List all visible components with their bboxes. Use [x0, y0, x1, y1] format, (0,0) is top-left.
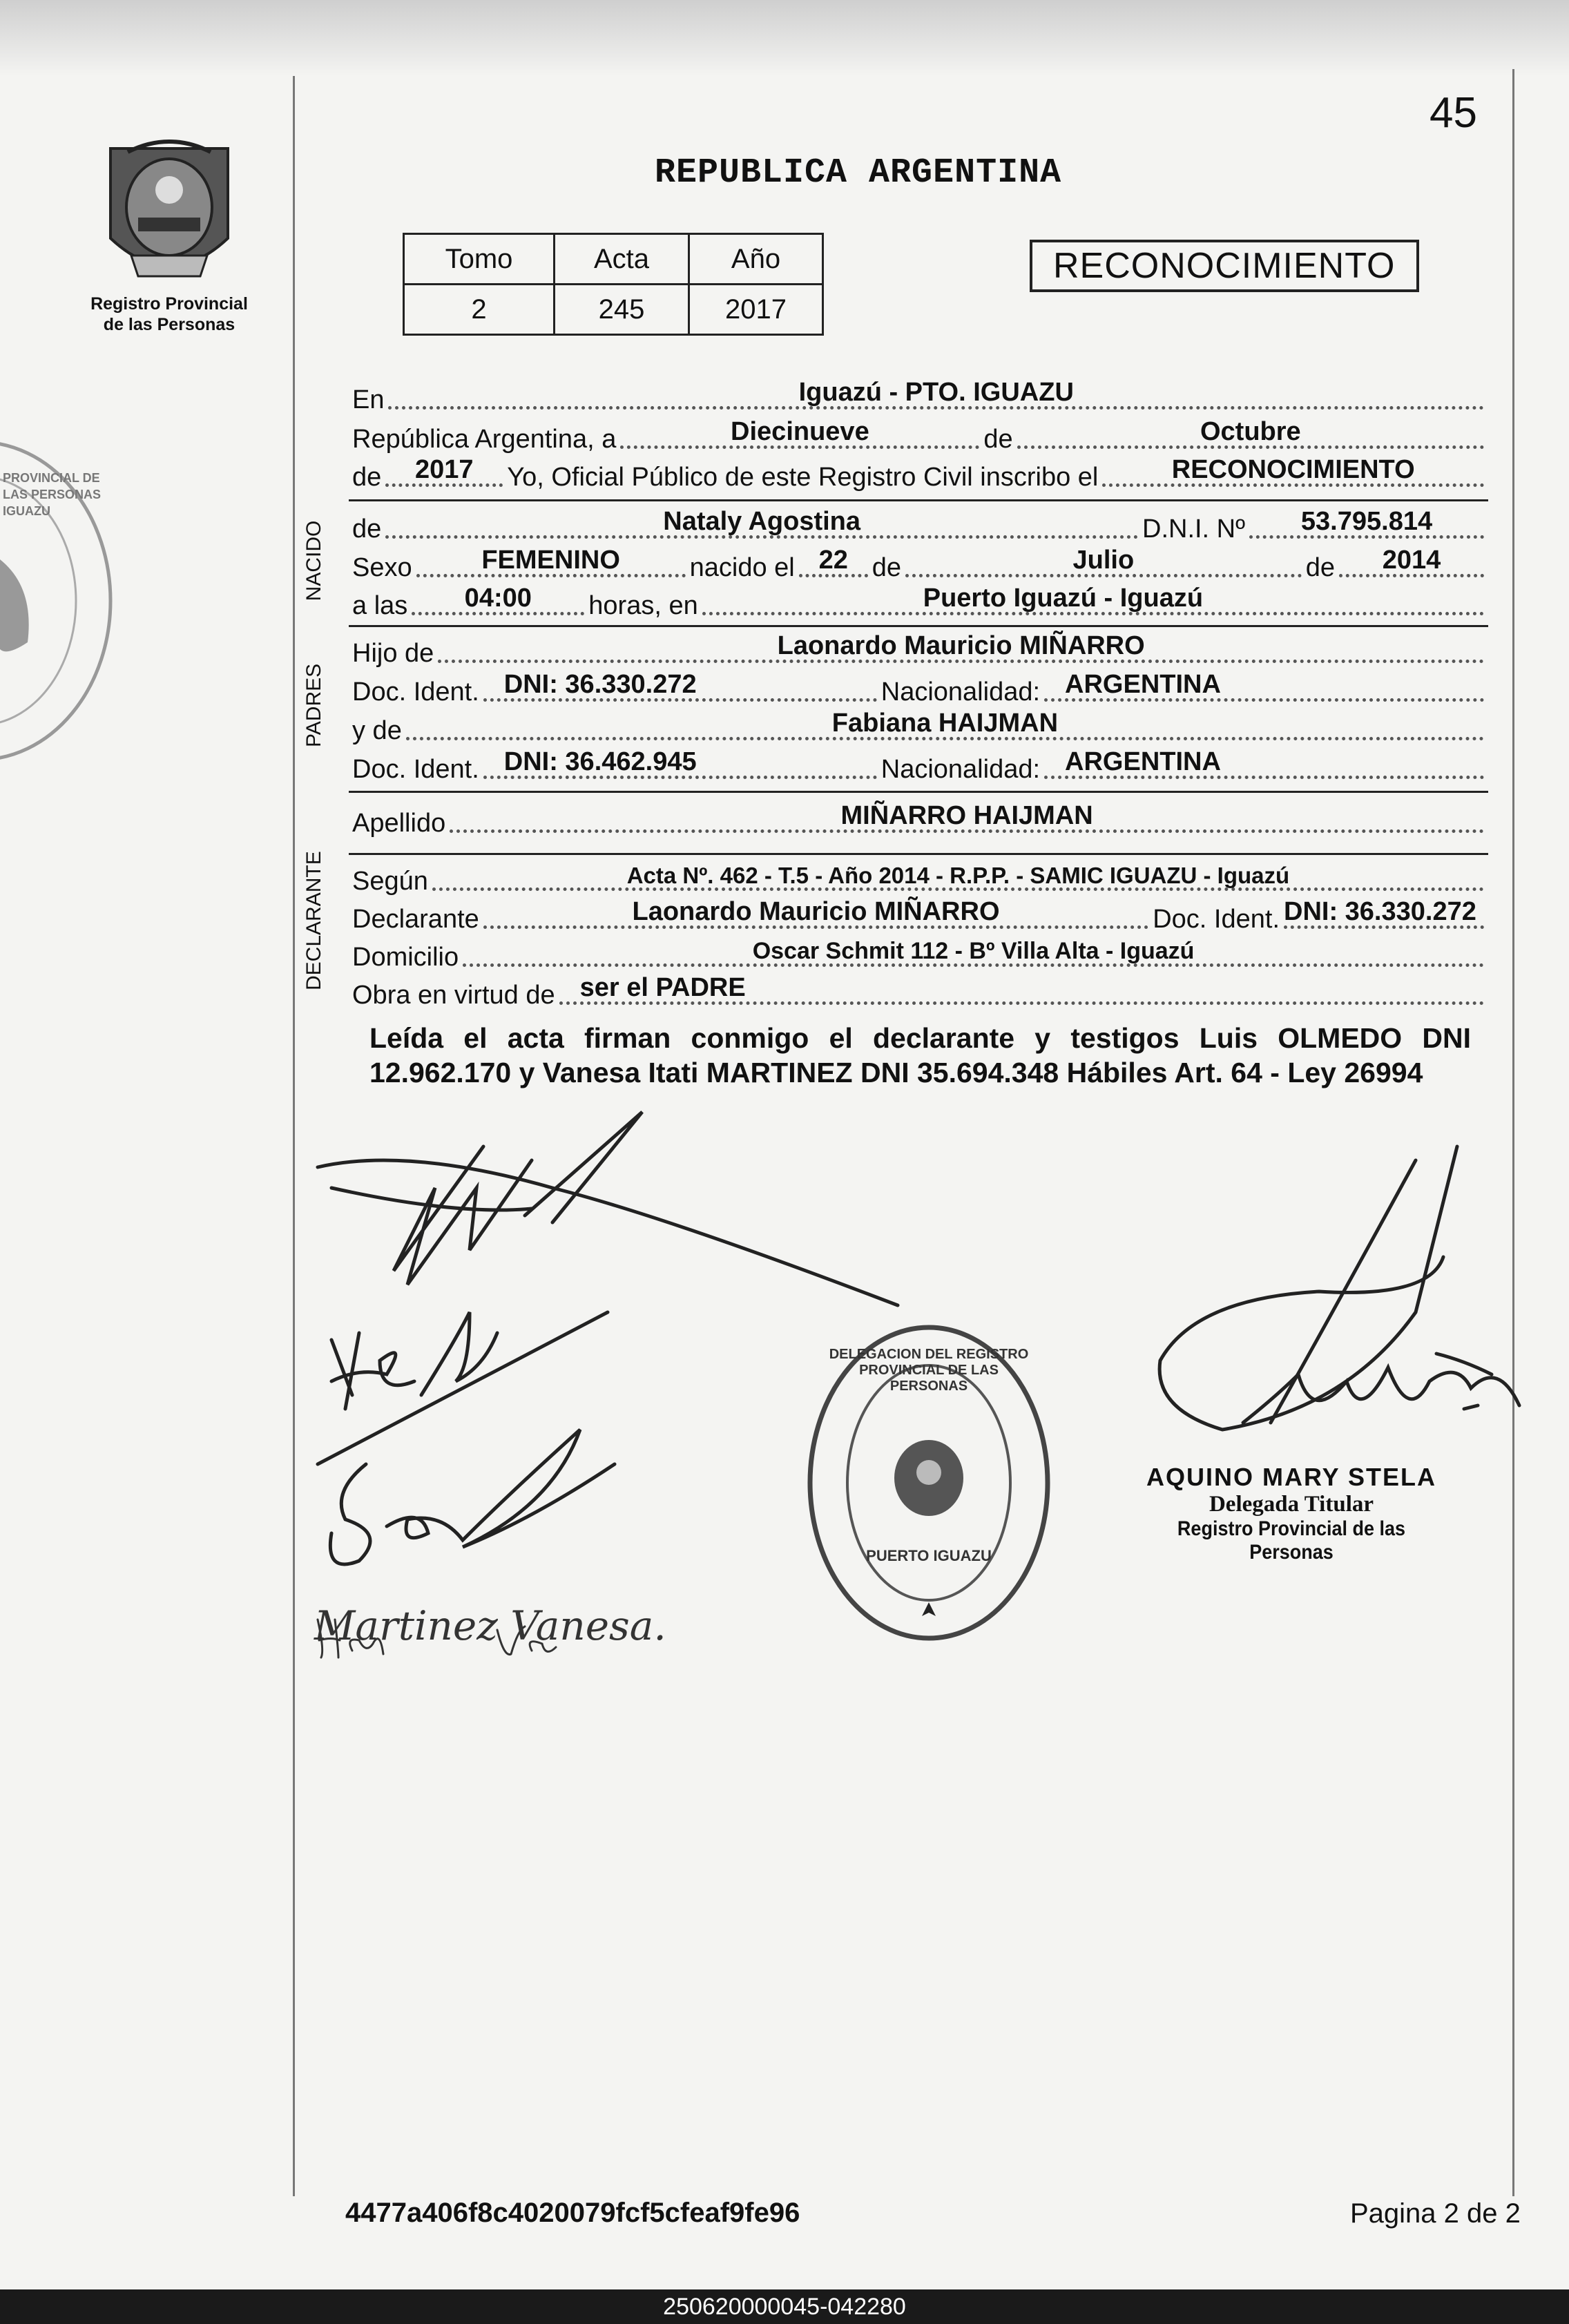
table-value-tomo: 2	[404, 285, 555, 335]
label-republica: República Argentina, a	[352, 425, 617, 454]
scan-shadow	[0, 0, 1569, 76]
stamp-outer-text: DELEGACION DEL REGISTRO PROVINCIAL DE LAS PERSONAS	[829, 1347, 1029, 1394]
row-mother-doc	[352, 746, 1488, 787]
value-father: Laonardo Mauricio MIÑARRO	[777, 631, 1145, 660]
row-declarante	[352, 896, 1488, 937]
separator-nacido-top	[349, 499, 1488, 501]
section-label-declarante: DECLARANTE	[302, 851, 325, 990]
value-father-doc: DNI: 36.330.272	[503, 670, 697, 699]
label-dni: D.N.I. Nº	[1142, 515, 1245, 544]
label-horas: horas, en	[588, 591, 698, 620]
country-title: REPUBLICA ARGENTINA	[655, 153, 1062, 193]
row-domicilio	[352, 934, 1488, 975]
label-doc-mother: Doc. Ident.	[352, 755, 479, 784]
registry-table-header	[404, 234, 823, 285]
logo-caption	[76, 294, 262, 335]
act-type-box: RECONOCIMIENTO	[1030, 240, 1419, 292]
label-apellido: Apellido	[352, 809, 446, 838]
row-en	[352, 376, 1488, 418]
separator-padres-top	[349, 625, 1488, 627]
value-domicilio: Oscar Schmit 112 - Bº Villa Alta - Iguazú	[752, 938, 1195, 964]
official-title: Delegada Titular	[1209, 1492, 1374, 1517]
value-act: RECONOCIMIENTO	[1171, 455, 1415, 484]
value-mother-doc: DNI: 36.462.945	[503, 747, 697, 776]
value-birth-year: 2014	[1382, 546, 1441, 575]
label-obra: Obra en virtud de	[352, 981, 555, 1010]
official-block	[1126, 1463, 1457, 1564]
section-label-padres: PADRES	[302, 663, 325, 747]
row-name	[352, 506, 1488, 547]
signature-3-icon	[330, 1430, 615, 1564]
value-time: 04:00	[464, 584, 532, 613]
value-birth-day: 22	[818, 546, 848, 575]
value-place: Iguazú - PTO. IGUAZU	[798, 378, 1074, 407]
signature-1-icon	[318, 1112, 898, 1305]
separator-apellido	[349, 791, 1488, 793]
label-nacido: nacido el	[689, 553, 795, 582]
separator-declarante-top	[349, 853, 1488, 855]
closing-statement: Leída el acta firman conmigo el declarante y testigos Luis OLMEDO DNI 12.962.170 y Vanesa Itati MARTINEZ DNI 35.694.348 Hábiles Art. 64 - Ley 26994	[369, 1022, 1471, 1088]
value-month: Octubre	[1200, 417, 1301, 446]
table-header-tomo: Tomo	[404, 234, 555, 285]
registry-table-values	[404, 285, 823, 335]
row-apellido	[352, 800, 1488, 841]
page-number: 45	[1430, 89, 1477, 137]
label-en: En	[352, 385, 385, 414]
registry-table	[403, 233, 824, 336]
delegation-stamp	[805, 1319, 1053, 1647]
label-segun: Según	[352, 867, 428, 896]
document-hash: 4477a406f8c4020079fcf5cfeaf9fe96	[345, 2198, 800, 2228]
logo-caption-line1: Registro Provincial	[90, 294, 248, 314]
row-hijo	[352, 630, 1488, 671]
label-de: de	[983, 425, 1013, 454]
province-logo	[97, 135, 242, 294]
value-sexo: FEMENINO	[481, 546, 620, 575]
value-apellido: MIÑARRO HAIJMAN	[840, 801, 1093, 830]
label-declarante: Declarante	[352, 905, 479, 934]
value-mother-nationality: ARGENTINA	[1065, 747, 1221, 776]
value-obra: ser el PADRE	[579, 973, 746, 1002]
signature-2-icon	[318, 1312, 608, 1464]
value-year: 2017	[415, 455, 474, 484]
left-margin-line	[293, 76, 295, 2196]
table-value-acta: 245	[555, 285, 689, 335]
label-sexo: Sexo	[352, 553, 412, 582]
label-doc-father: Doc. Ident.	[352, 678, 479, 707]
logo-caption-line2: de las Personas	[103, 315, 235, 334]
row-mother	[352, 707, 1488, 749]
value-father-nationality: ARGENTINA	[1065, 670, 1221, 699]
row-father-doc	[352, 669, 1488, 710]
row-time	[352, 582, 1488, 624]
value-declarante: Laonardo Mauricio MIÑARRO	[632, 897, 1000, 926]
value-birth-place: Puerto Iguazú - Iguazú	[923, 584, 1204, 613]
label-doc-declarante: Doc. Ident.	[1153, 905, 1280, 934]
misiones-emblem-icon	[97, 135, 242, 294]
row-obra	[352, 972, 1488, 1013]
stamp-inner-text: PUERTO IGUAZU	[866, 1547, 992, 1564]
value-name: Nataly Agostina	[663, 507, 861, 536]
value-dni: 53.795.814	[1300, 507, 1433, 536]
label-domicilio: Domicilio	[352, 943, 459, 972]
label-de-birth-year: de	[1305, 553, 1335, 582]
row-date	[352, 416, 1488, 457]
official-office: Registro Provincial de las Personas	[1177, 1517, 1406, 1564]
table-header-acta: Acta	[555, 234, 689, 285]
value-day: Diecinueve	[731, 417, 869, 446]
label-nacionalidad-father: Nacionalidad:	[880, 678, 1041, 707]
handwritten-witness-name: Martinez Vanesa.	[314, 1602, 666, 1649]
table-value-anio: 2017	[689, 285, 823, 335]
label-yde: y de	[352, 716, 402, 745]
value-mother: Fabiana HAIJMAN	[831, 709, 1059, 738]
label-de-birth: de	[872, 553, 902, 582]
official-signature-icon	[1139, 1133, 1526, 1492]
label-de-name: de	[352, 515, 382, 544]
value-birth-month: Julio	[1072, 546, 1135, 575]
value-declarante-doc: DNI: 36.330.272	[1284, 897, 1476, 926]
row-sexo	[352, 544, 1488, 586]
table-header-anio: Año	[689, 234, 823, 285]
label-hijo: Hijo de	[352, 639, 434, 668]
label-de-year: de	[352, 463, 382, 492]
official-name: AQUINO MARY STELA	[1146, 1463, 1436, 1491]
barcode-text: 250620000045-042280	[0, 2289, 1569, 2324]
pagination: Pagina 2 de 2	[1350, 2198, 1521, 2229]
label-alas: a las	[352, 591, 408, 620]
row-year	[352, 454, 1488, 495]
label-nacionalidad-mother: Nacionalidad:	[880, 755, 1041, 784]
section-label-nacido: NACIDO	[302, 520, 325, 602]
value-segun: Acta Nº. 462 - T.5 - Año 2014 - R.P.P. - SAMIC IGUAZU - Iguazú	[626, 863, 1290, 888]
label-oficial: Yo, Oficial Público de este Registro Civil inscribo el	[507, 463, 1099, 492]
left-stamp-text: PROVINCIAL DE LAS PERSONAS IGUAZU	[3, 471, 102, 518]
row-segun	[352, 858, 1488, 899]
